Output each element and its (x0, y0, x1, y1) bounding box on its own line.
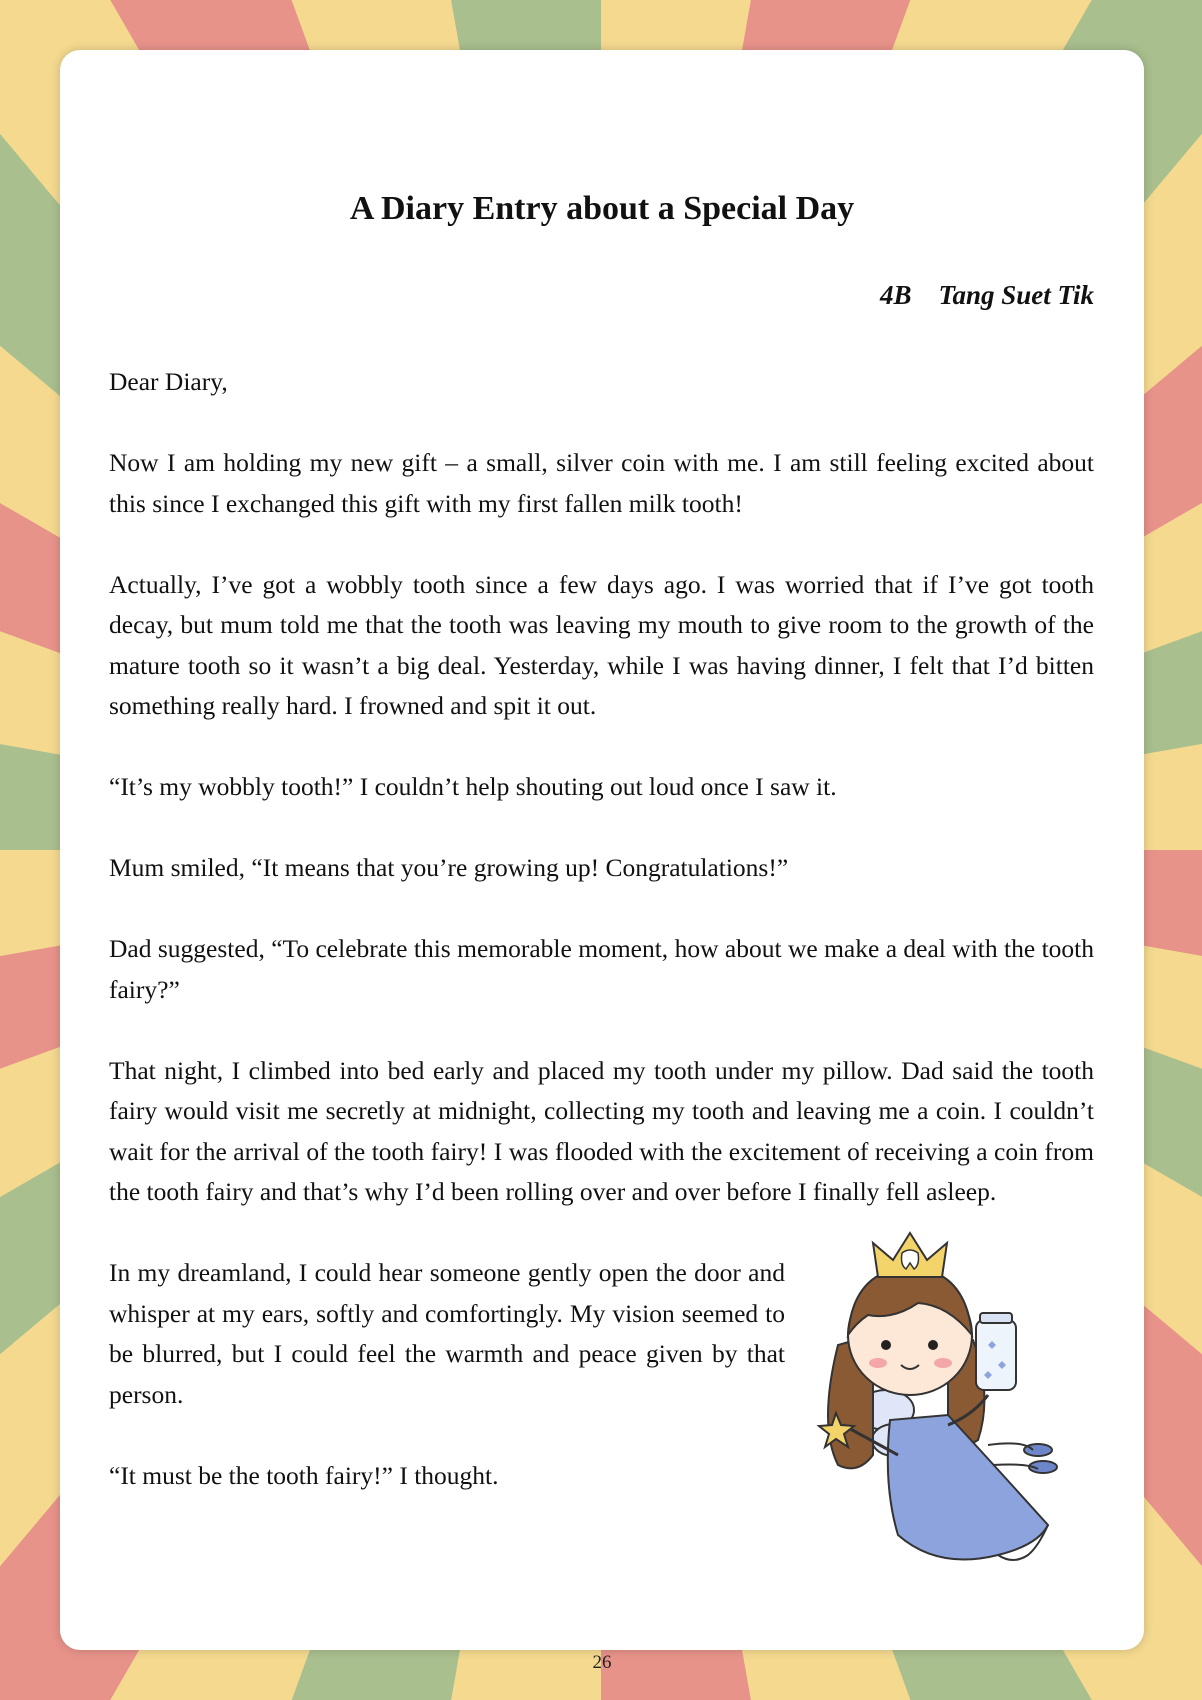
paragraph: Actually, I’ve got a wobbly tooth since a few days ago. I was worried that if I’ve got tooth decay, but mum told me that the tooth was leaving my mouth to give room to the growth of the mature tooth so it wasn’t a big deal. Yesterday, while I was having dinner, I felt that I’d bitten something really hard. I frowned and spit it out. (109, 569, 1094, 720)
paragraph: In my dreamland, I could hear someone gently open the door and whisper at my ears, softly and comfortingly. My vision seemed to be blurred, but I could feel the warmth and peace given by that person. (109, 1258, 785, 1409)
paragraph: Mum smiled, “It means that you’re growing up! Congratulations!” (109, 853, 789, 882)
paragraph: “It’s my wobbly tooth!” I couldn’t help shouting out loud once I saw it. (109, 772, 837, 801)
paragraph: That night, I climbed into bed early and placed my tooth under my pillow. Dad said the tooth fairy would visit me secretly at midnight, collecting my tooth and leaving me a coin. I couldn’t wait for the arrival of the tooth fairy! I was flooded with the excitement of receiving a coin from the tooth fairy and that’s why I’d been rolling over and over before I finally fell asleep. (109, 1055, 1094, 1206)
tooth-fairy-icon (798, 1225, 1138, 1590)
paragraph: Dear Diary, (109, 367, 228, 396)
paragraph: “It must be the tooth fairy!” I thought. (109, 1460, 499, 1490)
paragraph: Now I am holding my new gift – a small, silver coin with me. I am still feeling excited about this since I exchanged this gift with my first fallen milk tooth! (109, 448, 1094, 518)
paragraph: Dad suggested, “To celebrate this memorable moment, how about we make a deal with the tooth fairy?” (109, 934, 1094, 1004)
page-card (60, 50, 1144, 1673)
author-line: 4B Tang Suet Tik (879, 280, 1094, 310)
page-number: 26 (592, 1652, 612, 1673)
page-title: A Diary Entry about a Special Day (349, 190, 855, 227)
